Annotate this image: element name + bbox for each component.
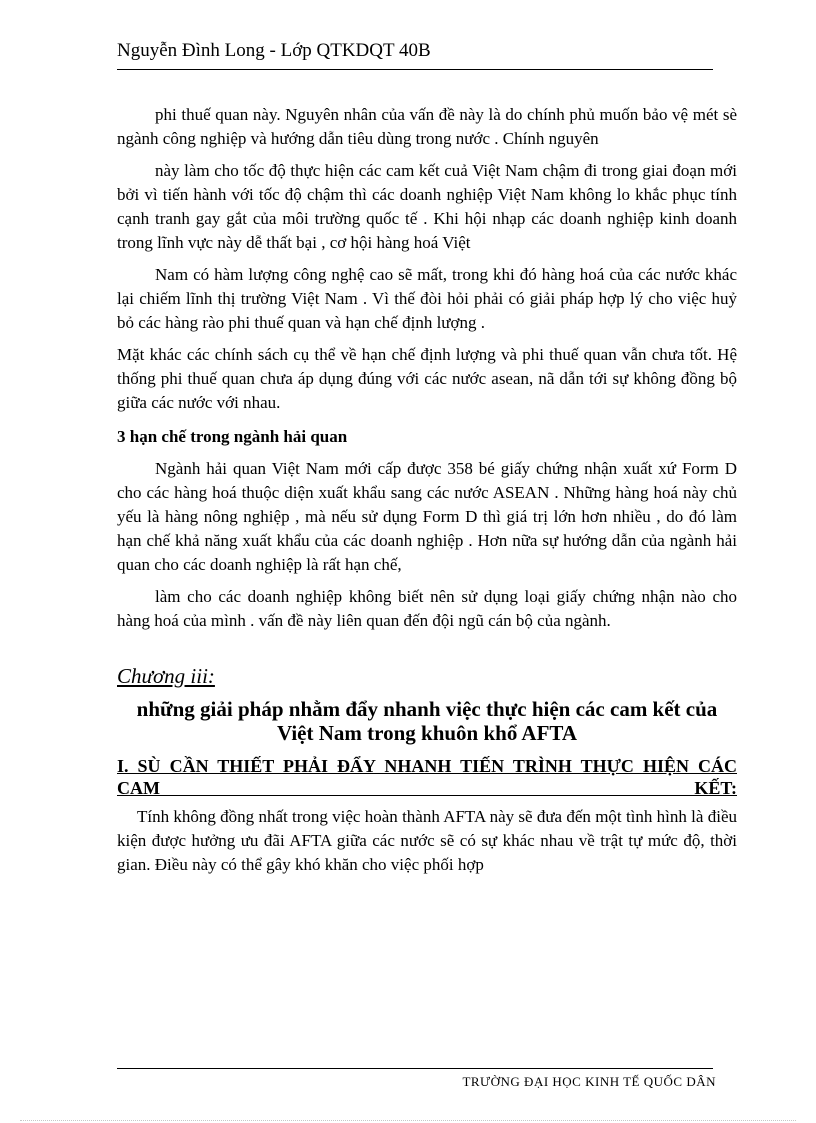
paragraph-1: phi thuế quan này. Nguyên nhân của vấn đề này là do chính phủ muốn bảo vệ mét sè ngành công nghiệp và hướng dẫn tiêu dùng trong nước . Chính nguyên xyxy=(117,105,737,148)
paragraph-3: Nam có hàm lượng công nghệ cao sẽ mất, trong khi đó hàng hoá của các nước khác lại chiếm lĩnh thị trường Việt Nam . Vì thế đòi hỏi phải có giải pháp hợp lý cho việc huỷ bỏ các hàng rào phi thuế quan và hạn chế định lượng . xyxy=(117,265,737,332)
chapter-label: Chương iii: xyxy=(117,664,215,688)
paragraph-6: làm cho các doanh nghiệp không biết nên sử dụng loại giấy chứng nhận nào cho hàng hoá của mình . vấn đề này liên quan đến đội ngũ cán bộ của ngành. xyxy=(117,587,737,630)
section-3-heading: 3 hạn chế trong ngành hải quan xyxy=(117,427,348,446)
footer-rule xyxy=(117,1068,713,1069)
part-heading-continued: CAM KẾT: xyxy=(117,778,737,798)
paragraph-4: Mặt khác các chính sách cụ thể về hạn chế định lượng và phi thuế quan vẫn chưa tốt. Hệ thống phi thuế quan chưa áp dụng đúng với các nước asean, nã dẫn tới sự không đồng bộ giữa các nước với nhau. xyxy=(117,345,737,412)
page-header: Nguyễn Đình Long - Lớp QTKDQT 40B xyxy=(117,39,713,70)
document-body xyxy=(117,103,737,877)
paragraph-7: Tính không đồng nhất trong việc hoàn thành AFTA này sẽ đưa đến một tình hình là điều kiện được hưởng ưu đãi AFTA giữa các nước sẽ có sự khác nhau về trật tự mức độ, thời gian. Điều này có thể gây khó khăn cho việc phối hợp xyxy=(117,807,737,874)
paragraph-2: này làm cho tốc độ thực hiện các cam kết cuả Việt Nam chậm đi trong giai đoạn mới bởi vì tiến hành với tốc độ chậm thì các doanh nghiệp Việt Nam không lo khắc phục tính cạnh tranh gay gắt của môi trường quốc tế . Khi hội nhạp các doanh nghiệp kinh doanh trong lĩnh vực này dễ thất bại , cơ hội hàng hoá Việt xyxy=(117,161,737,252)
page-footer: TRƯỜNG ĐẠI HỌC KINH TẾ QUỐC DÂN xyxy=(462,1074,716,1089)
page-bottom-border xyxy=(20,1120,796,1121)
chapter-title: những giải pháp nhằm đẩy nhanh việc thực hiện các cam kết của Việt Nam trong khuôn khổ AFTA xyxy=(136,697,718,745)
part-heading: I. SÙ CẦN THIẾT PHẢI ĐẨY NHANH TIẾN TRÌNH THỰC HIỆN CÁC xyxy=(117,756,737,776)
paragraph-5: Ngành hải quan Việt Nam mới cấp được 358 bé giấy chứng nhận xuất xứ Form D cho các hàng hoá thuộc diện xuất khẩu sang các nước ASEAN . Những hàng hoá này chủ yếu là hàng nông nghiệp , mà nếu sử dụng Form D thì giá trị lớn hơn nhiều , do đó làm hạn chế khả năng xuất khẩu của các doanh nghiệp . Hơn nữa sự hướng dẫn của ngành hải quan cho các doanh nghiệp là rất hạn chế, xyxy=(117,459,737,574)
